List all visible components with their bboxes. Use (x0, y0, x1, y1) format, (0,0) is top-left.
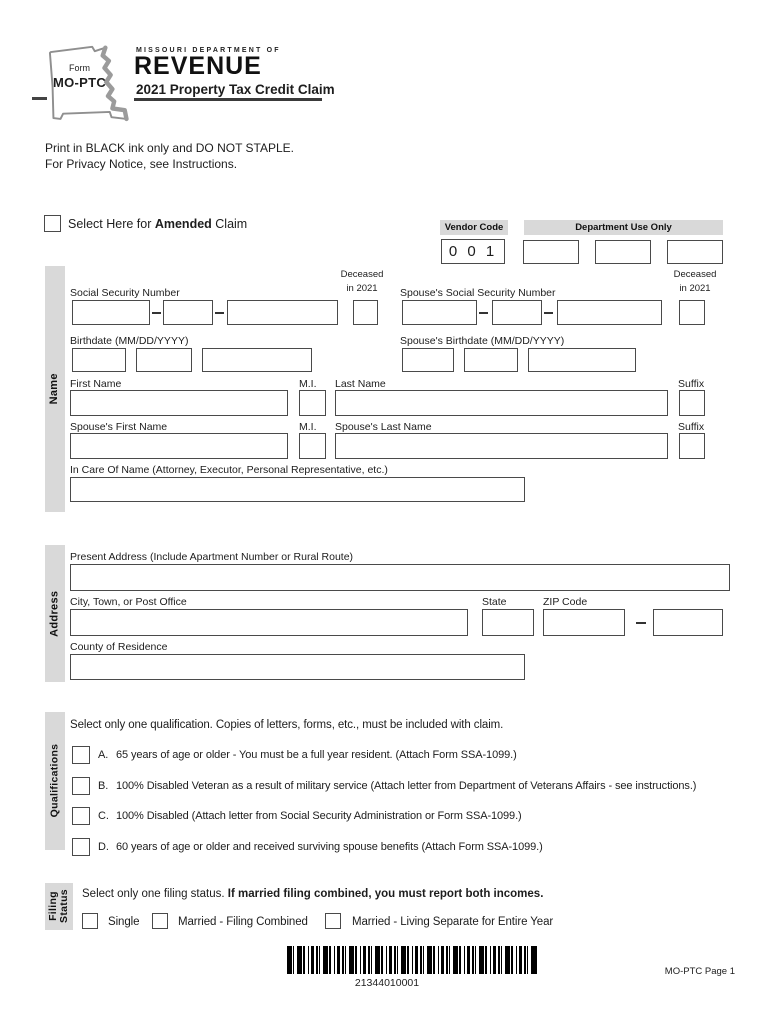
amended-label-bold: Amended (154, 217, 212, 231)
mi-box-spouse[interactable] (299, 433, 326, 459)
form-title: 2021 Property Tax Credit Claim (136, 82, 335, 97)
spouse-first-name-label: Spouse's First Name (70, 421, 168, 433)
department-use-box-3[interactable] (667, 240, 723, 264)
spouse-birthdate-month-box[interactable] (402, 348, 454, 372)
form-code-label: MO-PTC (53, 75, 107, 90)
first-name-label: First Name (70, 378, 122, 390)
qualification-c-letter: C. (98, 810, 109, 822)
spouse-ssn-box-3[interactable] (557, 300, 662, 325)
form-word-label: Form (69, 63, 90, 73)
vendor-code-value: 0 0 1 (448, 243, 498, 260)
department-use-box-2[interactable] (595, 240, 651, 264)
department-use-box-1[interactable] (523, 240, 579, 264)
last-name-label: Last Name (335, 378, 386, 390)
last-name-box[interactable] (335, 390, 668, 416)
filing-status-single-checkbox[interactable] (82, 913, 98, 929)
ssn-box-2[interactable] (163, 300, 213, 325)
county-label: County of Residence (70, 641, 168, 653)
address-section-bar (45, 545, 65, 682)
suffix-box-primary[interactable] (679, 390, 705, 416)
privacy-note: For Privacy Notice, see Instructions. (45, 157, 238, 171)
filing-status-intro-pre: Select only one filing status. (82, 888, 228, 900)
mi-label-primary: M.I. (299, 378, 317, 390)
suffix-box-spouse[interactable] (679, 433, 705, 459)
spouse-last-name-box[interactable] (335, 433, 668, 459)
spouse-ssn-box-1[interactable] (402, 300, 477, 325)
spouse-ssn-label: Spouse's Social Security Number (400, 287, 556, 299)
spouse-first-name-box[interactable] (70, 433, 288, 459)
state-box[interactable] (482, 609, 534, 636)
address-section-bar-label: Address (48, 590, 61, 637)
birthdate-day-box[interactable] (136, 348, 192, 372)
state-label: State (482, 596, 507, 608)
vendor-code-value-box[interactable] (441, 239, 505, 264)
zip-box-1[interactable] (543, 609, 625, 636)
birthdate-year-box[interactable] (202, 348, 312, 372)
name-section-bar-label: Name (48, 373, 61, 405)
qualification-a-letter: A. (98, 749, 109, 761)
barcode (287, 946, 537, 974)
filing-status-married-separate-label: Married - Living Separate for Entire Year (352, 916, 554, 928)
mi-label-spouse: M.I. (299, 421, 317, 433)
qualifications-intro: Select only one qualification. Copies of letters, forms, etc., must be included with claim. (70, 719, 504, 731)
ssn-box-1[interactable] (72, 300, 150, 325)
revenue-wordmark: REVENUE (134, 52, 262, 80)
ssn-box-3[interactable] (227, 300, 338, 325)
filing-status-section-bar-label: Filing Status (46, 889, 71, 924)
spouse-ssn-box-2[interactable] (492, 300, 542, 325)
name-section-bar (45, 266, 65, 512)
filing-status-married-combined-label: Married - Filing Combined (178, 916, 308, 928)
mi-box-primary[interactable] (299, 390, 326, 416)
amended-label-post: Claim (211, 217, 248, 231)
page-label: MO-PTC Page 1 (664, 966, 735, 977)
qualification-d-text: 60 years of age or older and received surviving spouse benefits (Attach Form SSA-1099.) (116, 841, 543, 853)
missouri-state-logo (42, 38, 130, 126)
zip-box-2[interactable] (653, 609, 723, 636)
deceased-label-spouse: Deceased in 2021 (673, 269, 717, 294)
present-address-label: Present Address (Include Apartment Number or Rural Route) (70, 551, 354, 563)
birthdate-label: Birthdate (MM/DD/YYYY) (70, 335, 189, 347)
filing-status-married-combined-checkbox[interactable] (152, 913, 168, 929)
amended-claim-checkbox[interactable] (44, 215, 61, 232)
filing-status-married-separate-checkbox[interactable] (325, 913, 341, 929)
suffix-label-spouse: Suffix (678, 421, 705, 433)
ssn-label: Social Security Number (70, 287, 180, 299)
birthdate-month-box[interactable] (72, 348, 126, 372)
qualification-c-text: 100% Disabled (Attach letter from Social Security Administration or Form SSA-1099.) (116, 810, 522, 822)
qualification-b-checkbox[interactable] (72, 777, 90, 795)
present-address-box[interactable] (70, 564, 730, 591)
ssn-dash-2 (215, 312, 224, 314)
city-box[interactable] (70, 609, 468, 636)
title-underline (134, 98, 322, 101)
qualification-b-text: 100% Disabled Veteran as a result of military service (Attach letter from Department of Veterans Affairs - see instructions.) (116, 780, 697, 792)
barcode-number: 21344010001 (354, 977, 420, 989)
city-label: City, Town, or Post Office (70, 596, 187, 608)
filing-status-single-label: Single (108, 916, 140, 928)
qualification-a-text: 65 years of age or older - You must be a full year resident. (Attach Form SSA-1099.) (116, 749, 517, 761)
deceased-label-primary: Deceased in 2021 (340, 269, 384, 294)
spouse-birthdate-label: Spouse's Birthdate (MM/DD/YYYY) (400, 335, 565, 347)
first-name-box[interactable] (70, 390, 288, 416)
amended-label-pre: Select Here for (68, 217, 155, 231)
spouse-ssn-dash-2 (544, 312, 553, 314)
qualification-d-checkbox[interactable] (72, 838, 90, 856)
filing-status-intro-bold: If married filing combined, you must report both incomes. (227, 888, 544, 900)
spouse-last-name-label: Spouse's Last Name (335, 421, 432, 433)
spouse-ssn-dash-1 (479, 312, 488, 314)
deceased-checkbox-spouse[interactable] (679, 300, 705, 325)
spouse-birthdate-day-box[interactable] (464, 348, 518, 372)
ssn-dash-1 (152, 312, 161, 314)
zip-label: ZIP Code (543, 596, 588, 608)
qualification-c-checkbox[interactable] (72, 807, 90, 825)
in-care-of-box[interactable] (70, 477, 525, 502)
vendor-code-label: Vendor Code (440, 220, 508, 235)
filing-status-intro (82, 888, 543, 900)
in-care-of-label: In Care Of Name (Attorney, Executor, Personal Representative, etc.) (70, 464, 388, 476)
print-note: Print in BLACK ink only and DO NOT STAPLE. (45, 141, 294, 155)
department-use-only-label: Department Use Only (524, 220, 723, 235)
spouse-birthdate-year-box[interactable] (528, 348, 636, 372)
county-box[interactable] (70, 654, 525, 680)
amended-claim-label (68, 217, 247, 231)
zip-dash (636, 622, 646, 624)
qualifications-section-bar-label: Qualifications (48, 744, 61, 818)
qualifications-section-bar (45, 712, 65, 850)
suffix-label-primary: Suffix (678, 378, 705, 390)
filing-status-section-bar (45, 883, 73, 930)
deceased-checkbox-primary[interactable] (353, 300, 378, 325)
qualification-d-letter: D. (98, 841, 109, 853)
department-name: MISSOURI DEPARTMENT OF (136, 47, 281, 54)
qualification-b-letter: B. (98, 780, 109, 792)
qualification-a-checkbox[interactable] (72, 746, 90, 764)
